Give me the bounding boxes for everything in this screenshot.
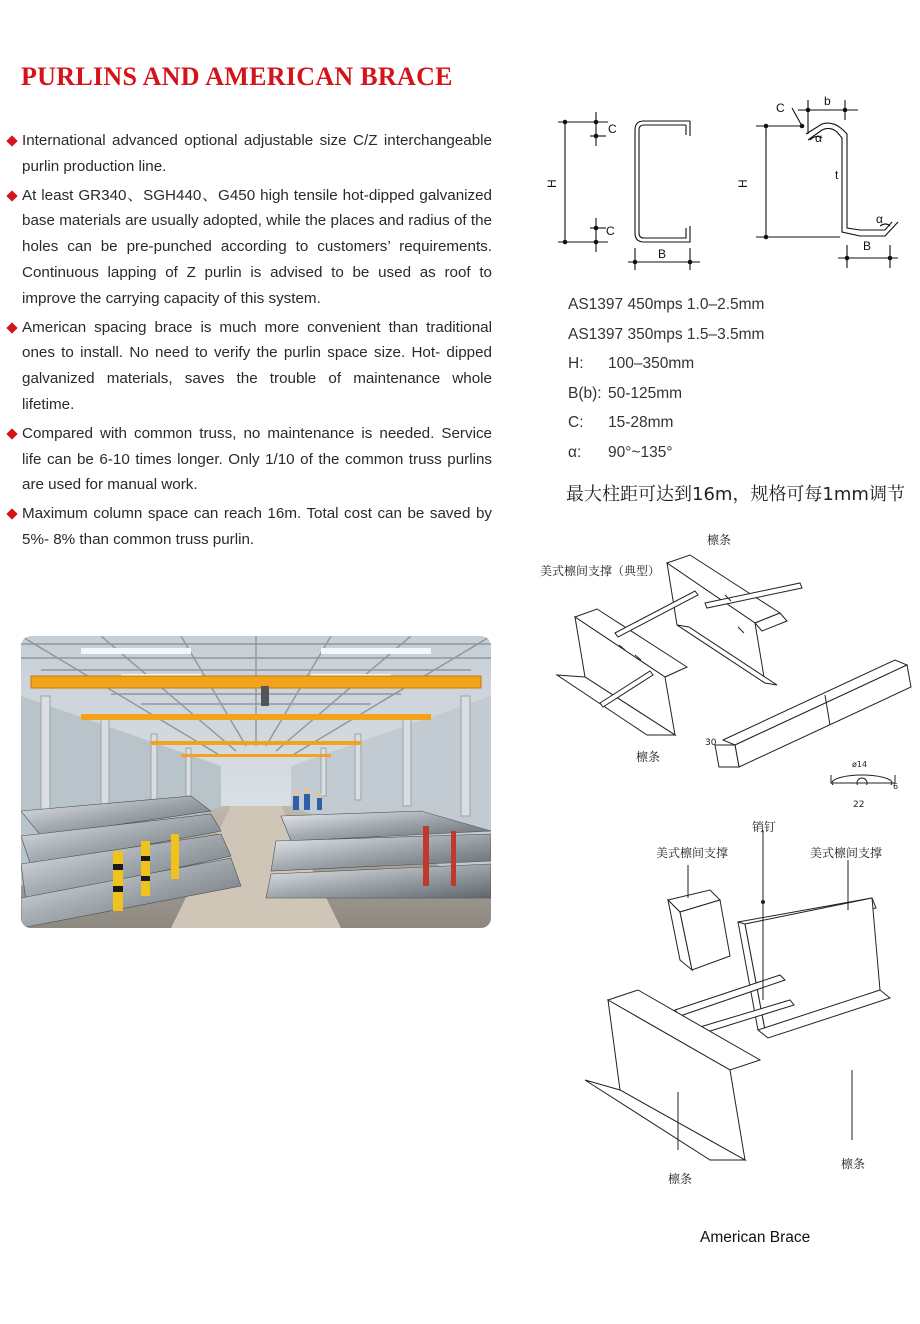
spec-row: C: 15-28mm bbox=[568, 414, 674, 431]
spec-row: AS1397 450mps 1.0–2.5mm bbox=[568, 296, 765, 313]
feature-item: Compared with common truss, no maintenance is needed. Service life can be 6-10 times longer. Only 1/10 of the common truss purlins are used for manual work. bbox=[8, 421, 492, 498]
dim-c-top: C bbox=[608, 122, 617, 136]
spec-row: H: 100–350mm bbox=[568, 355, 695, 372]
feature-item: American spacing brace is much more convenient than traditional ones to install. No need to verify the purlin space size. Hot- dipped galvanized materials, saves the trouble of maintenance whole lifetime. bbox=[8, 315, 492, 418]
c-section-profile bbox=[639, 125, 686, 238]
feature-item: Maximum column space can reach 16m. Total cost can be saved by 5%- 8% than common truss purlin. bbox=[8, 501, 492, 553]
feature-item: International advanced optional adjustable size C/Z interchangeable purlin production line. bbox=[8, 128, 492, 180]
dim-c-z: C bbox=[776, 101, 785, 115]
label-dim-30: 30 bbox=[705, 738, 717, 748]
label-purlin-right: 檩条 bbox=[841, 1157, 866, 1171]
column-space-note: 最大柱距可达到16m，规格可每1mm调节 bbox=[566, 484, 905, 505]
dim-b-small: b bbox=[824, 94, 831, 108]
label-dim-phi: ø14 bbox=[852, 760, 868, 769]
label-brace-left: 美式檩间支撑 bbox=[656, 846, 729, 860]
red-diamond-icon bbox=[6, 322, 17, 333]
factory-illustration bbox=[21, 636, 491, 928]
feature-list bbox=[8, 128, 492, 556]
red-diamond-icon bbox=[6, 508, 17, 519]
red-diamond-icon bbox=[6, 190, 17, 201]
dim-h-c: H bbox=[545, 179, 559, 188]
feature-item: At least GR340、SGH440、G450 high tensile hot-dipped galvanized base materials are usually adopted, while the places and radius of the holes can be pre-punched according to customers’ requirements. Continuous lapping of Z purlin is advised to be used as roof to improve the carrying capacity of this system. bbox=[8, 183, 492, 312]
label-dim-22: 22 bbox=[853, 800, 865, 810]
dim-h-z: H bbox=[736, 179, 750, 188]
red-diamond-icon bbox=[6, 135, 17, 146]
dim-b-c: B bbox=[658, 247, 667, 261]
page-title: PURLINS AND AMERICAN BRACE bbox=[21, 62, 453, 91]
dim-b-z: B bbox=[863, 239, 872, 253]
spec-row: α: 90°~135° bbox=[568, 443, 673, 461]
label-dim-6: 6 bbox=[893, 782, 899, 791]
spec-row: AS1397 350mps 1.5–3.5mm bbox=[568, 325, 765, 343]
spec-row: B(b): 50-125mm bbox=[568, 384, 683, 402]
red-diamond-icon bbox=[6, 428, 17, 439]
brace-exploded-diagram bbox=[580, 830, 920, 1180]
dim-alpha-top: α bbox=[815, 131, 822, 145]
cz-profile-diagram bbox=[540, 90, 920, 280]
label-purlin-bottom: 檩条 bbox=[636, 750, 661, 764]
dim-t: t bbox=[835, 168, 839, 182]
label-purlin-top: 檩条 bbox=[707, 533, 732, 547]
spec-list bbox=[568, 290, 764, 467]
dim-alpha-bottom: α bbox=[876, 212, 883, 226]
factory-photo bbox=[21, 636, 491, 928]
dim-c-bottom: C bbox=[606, 224, 615, 238]
diagram-caption: American Brace bbox=[700, 1229, 811, 1246]
label-purlin-left: 檩条 bbox=[668, 1172, 693, 1186]
label-brace-typical: 美式檩间支撑（典型） bbox=[540, 564, 661, 578]
label-pin: 销钉 bbox=[752, 820, 777, 834]
label-brace-right: 美式檩间支撑 bbox=[810, 846, 883, 860]
